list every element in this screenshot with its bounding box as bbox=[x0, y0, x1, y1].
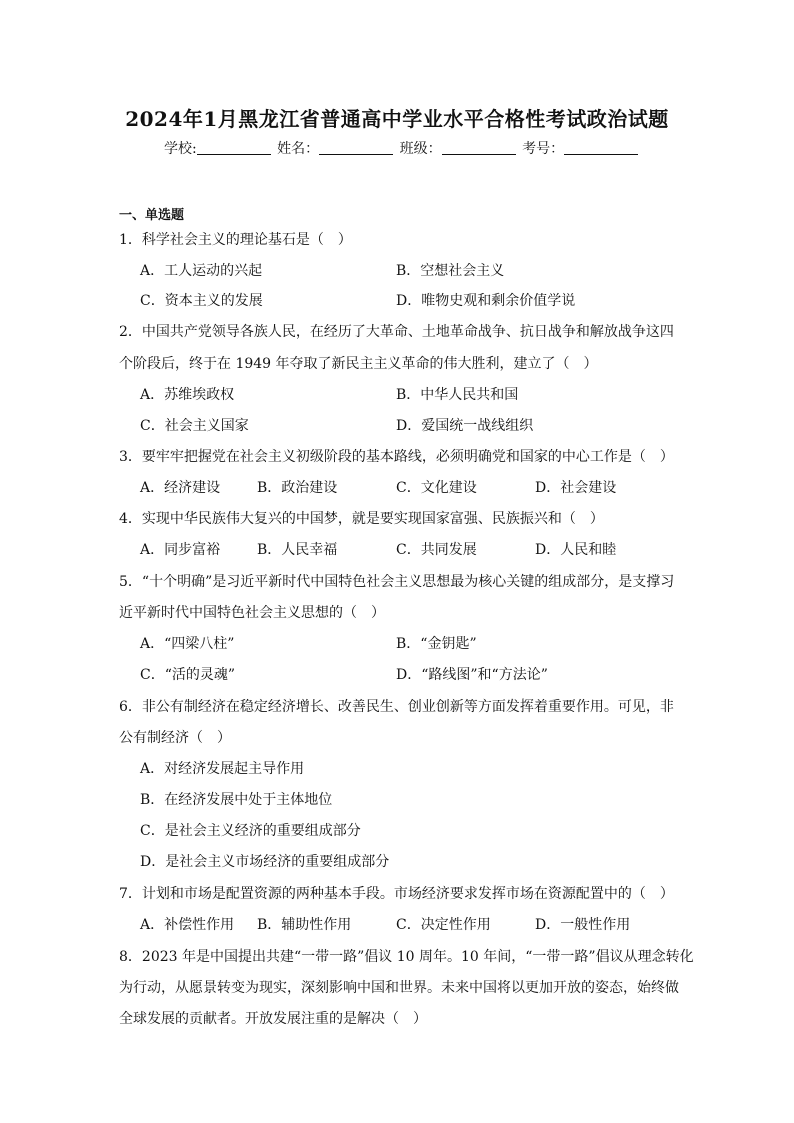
question-8-stem-line-3: 全球发展的贡献者。开放发展注重的是解决（ ） bbox=[119, 1011, 427, 1027]
question-1-option-d: D．唯物史观和剩余价值学说 bbox=[396, 293, 576, 309]
question-3-option-b: B．政治建设 bbox=[257, 480, 338, 496]
student-info-row bbox=[164, 138, 640, 158]
question-1-stem: 1．科学社会主义的理论基石是（ ） bbox=[119, 232, 352, 248]
exam-title: 2024年1月黑龙江省普通高中学业水平合格性考试政治试题 bbox=[125, 107, 669, 131]
school-label: 学校: bbox=[164, 141, 197, 157]
question-6-option-b: B．在经济发展中处于主体地位 bbox=[140, 792, 333, 808]
question-4-option-a: A．同步富裕 bbox=[140, 542, 221, 558]
section-heading: 一、单选题 bbox=[119, 208, 185, 223]
question-7-option-a: A．补偿性作用 bbox=[140, 917, 235, 933]
question-1-option-b: B．空想社会主义 bbox=[396, 263, 505, 279]
name-label: 姓名： bbox=[277, 141, 320, 157]
name-blank[interactable] bbox=[319, 140, 393, 155]
question-7-option-c: C．决定性作用 bbox=[396, 917, 491, 933]
question-5-stem-line-2: 近平新时代中国特色社会主义思想的（ ） bbox=[119, 605, 385, 621]
question-1-option-a: A．工人运动的兴起 bbox=[140, 263, 263, 279]
question-6-option-c: C．是社会主义经济的重要组成部分 bbox=[140, 823, 361, 839]
question-8-stem-line-1: 8．2023 年是中国提出共建“一带一路”倡议 10 周年。10 年间，“一带一路”倡议从理念转化 bbox=[119, 949, 694, 965]
question-5-option-c: C．“活的灵魂” bbox=[140, 667, 236, 683]
question-2-stem-line-2: 个阶段后，终于在 1949 年夺取了新民主主义革命的伟大胜利，建立了（ ） bbox=[119, 356, 598, 372]
question-3-option-d: D．社会建设 bbox=[535, 480, 617, 496]
question-3-option-c: C．文化建设 bbox=[396, 480, 477, 496]
class-blank[interactable] bbox=[442, 140, 516, 155]
question-3-option-a: A．经济建设 bbox=[140, 480, 221, 496]
question-2-option-a: A．苏维埃政权 bbox=[140, 387, 235, 403]
question-5-option-d: D．“路线图”和“方法论” bbox=[396, 667, 548, 683]
question-2-option-c: C．社会主义国家 bbox=[140, 418, 249, 434]
exam-number-blank[interactable] bbox=[564, 140, 638, 155]
question-6-option-d: D．是社会主义市场经济的重要组成部分 bbox=[140, 854, 390, 870]
question-3-stem: 3．要牢牢把握党在社会主义初级阶段的基本路线，必须明确党和国家的中心工作是（ ） bbox=[119, 449, 674, 465]
question-5-option-b: B．“金钥匙” bbox=[396, 636, 477, 652]
question-2-option-d: D．爱国统一战线组织 bbox=[396, 418, 534, 434]
question-4-option-c: C．共同发展 bbox=[396, 542, 477, 558]
question-4-stem: 4．实现中华民族伟大复兴的中国梦，就是要实现国家富强、民族振兴和（ ） bbox=[119, 511, 604, 527]
question-2-stem-line-1: 2．中国共产党领导各族人民，在经历了大革命、土地革命战争、抗日战争和解放战争这四 bbox=[119, 324, 674, 340]
question-7-stem: 7．计划和市场是配置资源的两种基本手段。市场经济要求发挥市场在资源配置中的（ ） bbox=[119, 886, 674, 902]
question-6-stem-line-2: 公有制经济（ ） bbox=[119, 730, 231, 746]
class-label: 班级： bbox=[399, 141, 442, 157]
school-blank[interactable] bbox=[197, 140, 271, 155]
question-7-option-d: D．一般性作用 bbox=[535, 917, 631, 933]
question-5-option-a: A．“四梁八柱” bbox=[140, 636, 235, 652]
question-5-stem-line-1: 5．“十个明确”是习近平新时代中国特色社会主义思想最为核心关键的组成部分，是支撑习 bbox=[119, 574, 675, 590]
question-4-option-b: B．人民幸福 bbox=[257, 542, 338, 558]
question-7-option-b: B．辅助性作用 bbox=[257, 917, 352, 933]
question-4-option-d: D．人民和睦 bbox=[535, 542, 617, 558]
question-6-option-a: A．对经济发展起主导作用 bbox=[140, 761, 305, 777]
question-2-option-b: B．中华人民共和国 bbox=[396, 387, 519, 403]
question-8-stem-line-2: 为行动，从愿景转变为现实，深刻影响中国和世界。未来中国将以更加开放的姿态，始终做 bbox=[119, 980, 679, 996]
exam-number-label: 考号： bbox=[522, 141, 565, 157]
question-1-option-c: C．资本主义的发展 bbox=[140, 293, 263, 309]
question-6-stem-line-1: 6．非公有制经济在稳定经济增长、改善民生、创业创新等方面发挥着重要作用。可见，非 bbox=[119, 699, 674, 715]
